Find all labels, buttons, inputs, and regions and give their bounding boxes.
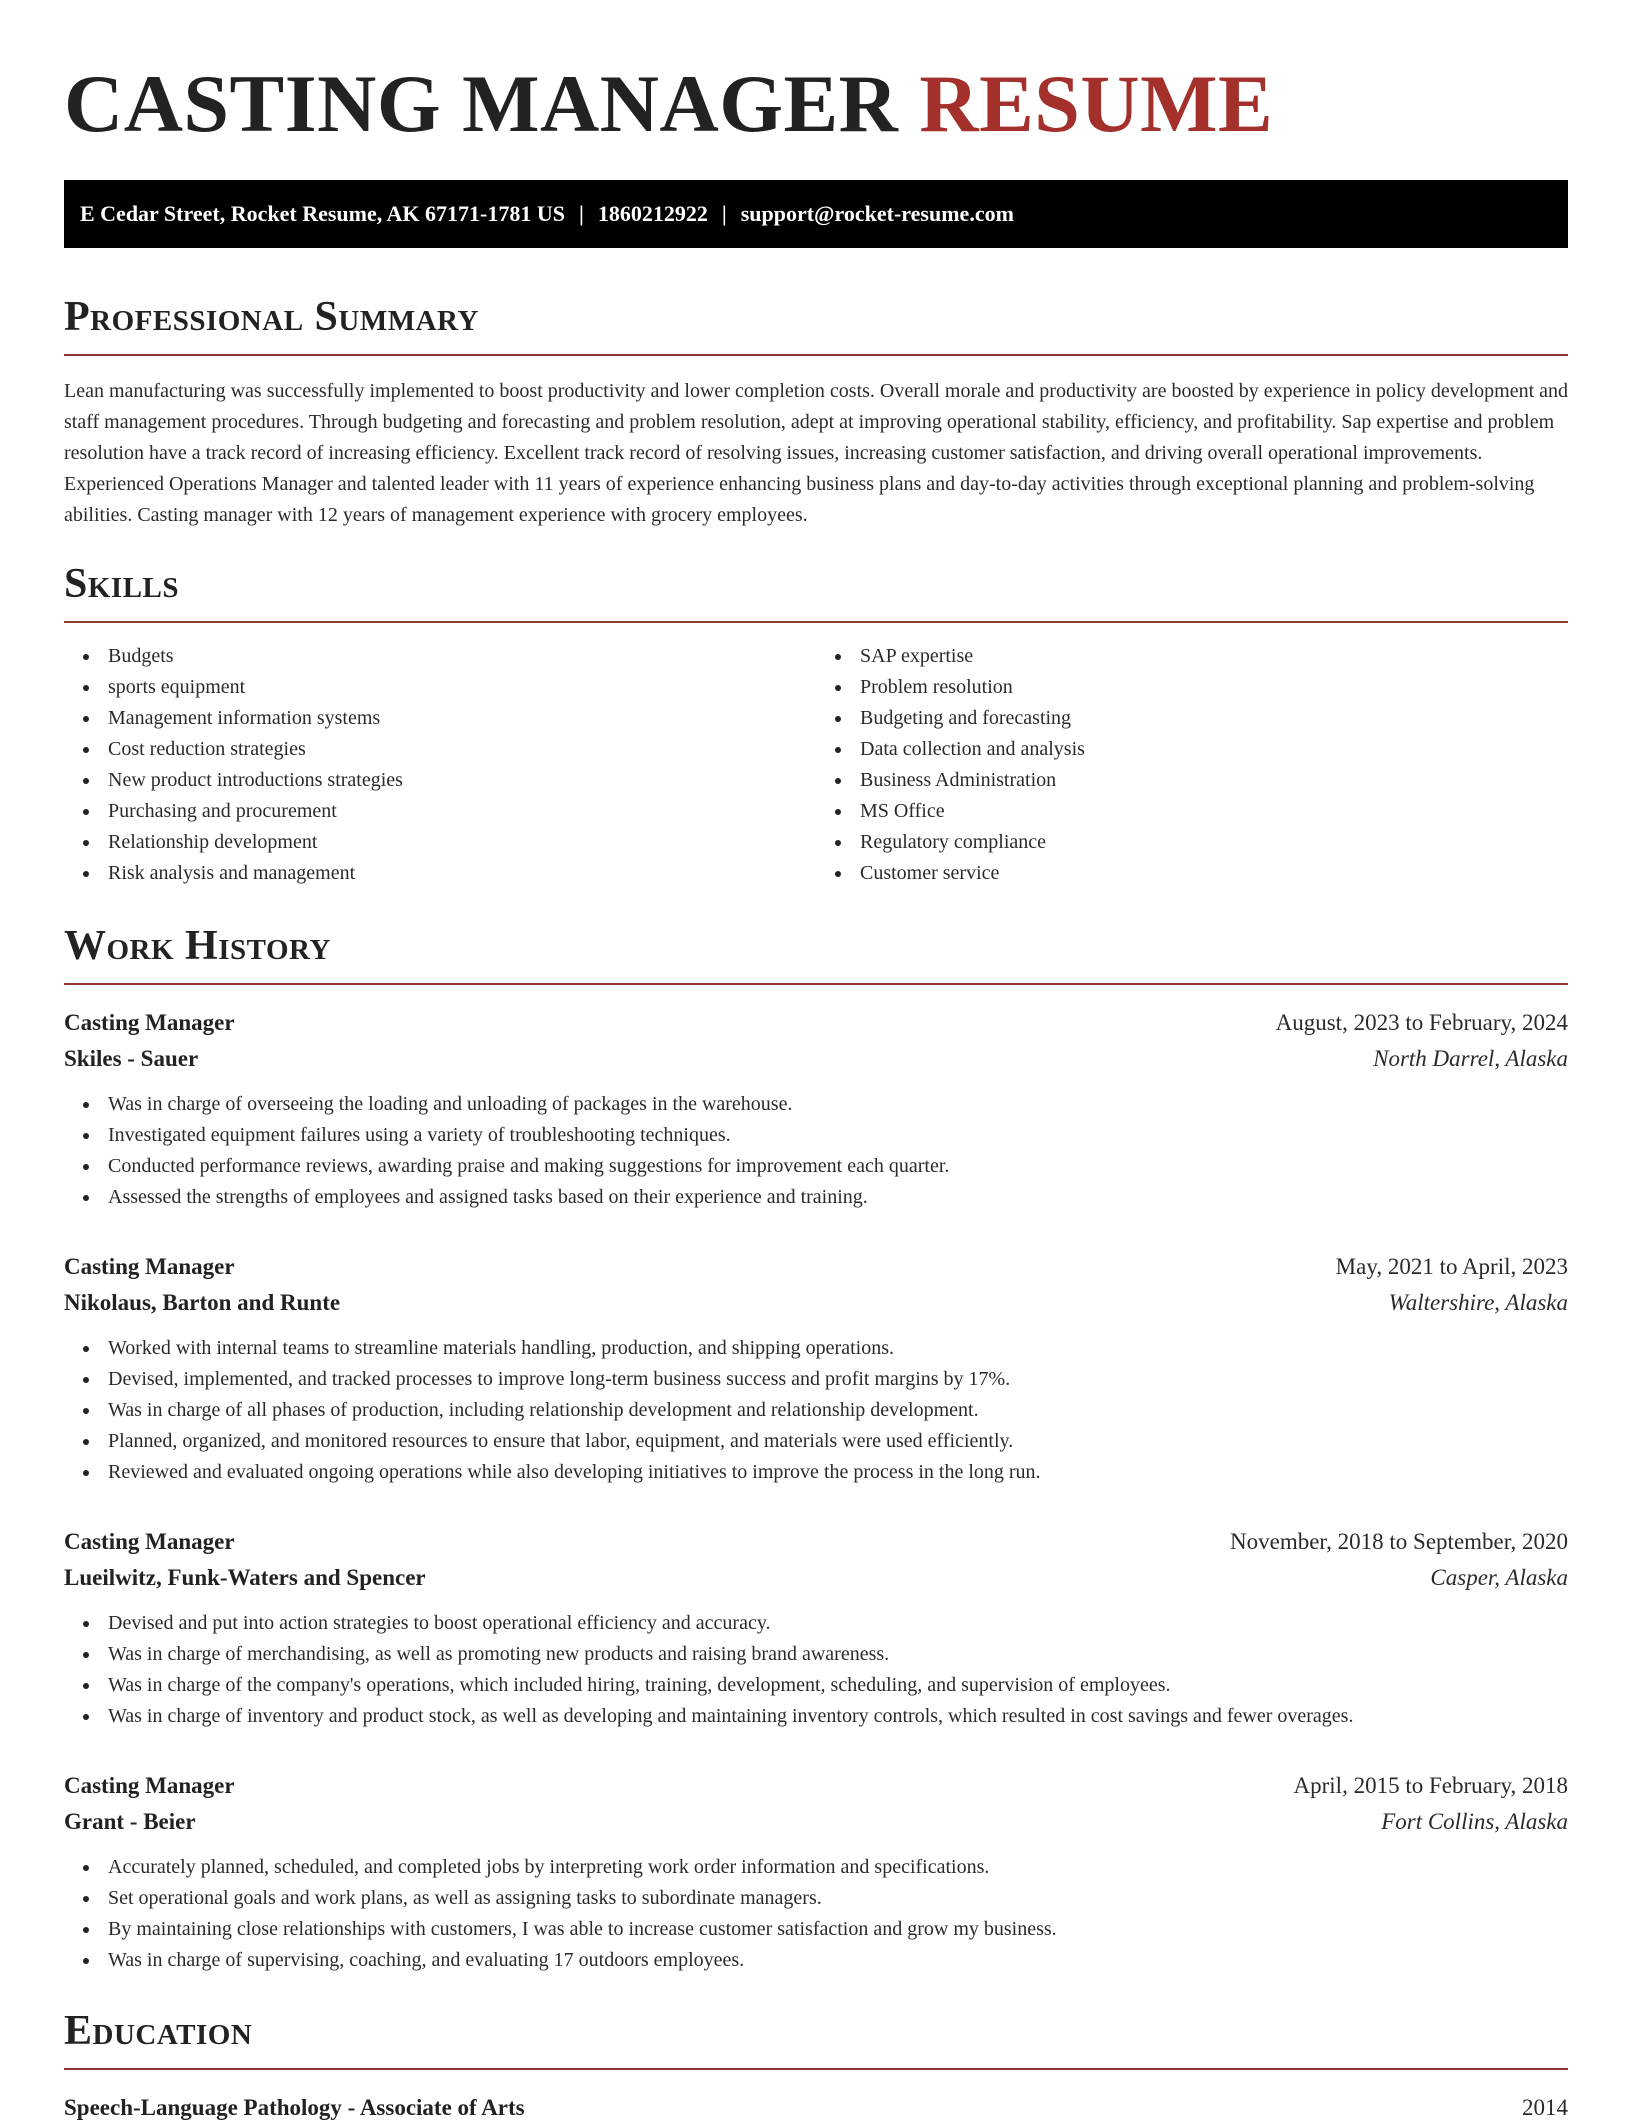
work-history-section <box>64 921 1568 1976</box>
job-entry <box>64 1005 1568 1213</box>
summary-text: Lean manufacturing was successfully implemented to boost productivity and lower completion costs. Overall morale and productivity are boosted by experience in policy development and staff management procedures. Through budgeting and forecasting and problem resolution, adept at improving operational stability, efficiency, and profitability. Sap expertise and problem resolution have a track record of increasing efficiency. Excellent track record of resolving issues, increasing customer satisfaction, and driving overall operational improvements. Experienced Operations Manager and talented leader with 11 years of experience enhancing business plans and day-to-day activities through exceptional planning and problem-solving abilities. Casting manager with 12 years of management experience with grocery employees. <box>64 380 1569 526</box>
job-header-row <box>64 1005 1568 1041</box>
section-divider <box>64 354 1568 356</box>
skill-item: SAP expertise <box>860 641 1568 672</box>
job-duties-list <box>64 1608 1568 1732</box>
job-duty-item: Set operational goals and work plans, as well as assigning tasks to subordinate managers. <box>108 1883 1568 1914</box>
resume-title <box>64 0 1568 152</box>
section-divider <box>64 983 1568 985</box>
job-title: Casting Manager <box>64 1254 235 1279</box>
job-duty-item: Was in charge of overseeing the loading and unloading of packages in the warehouse. <box>108 1089 1568 1120</box>
job-title: Casting Manager <box>64 1529 235 1554</box>
section-heading: Professional Summary <box>64 294 479 340</box>
job-duty-item: Assessed the strengths of employees and assigned tasks based on their experience and training. <box>108 1182 1568 1213</box>
job-dates: May, 2021 to April, 2023 <box>1335 1254 1568 1279</box>
job-header-row <box>64 1768 1568 1804</box>
contact-phone: 1860212922 <box>597 201 708 226</box>
contact-bar <box>64 180 1568 248</box>
education-degree: Speech-Language Pathology - Associate of Arts <box>64 2095 525 2120</box>
education-list <box>64 2090 1568 2126</box>
job-duty-item: Reviewed and evaluated ongoing operations while also developing initiatives to improve the process in the long run. <box>108 1457 1568 1488</box>
job-duty-item: By maintaining close relationships with customers, I was able to increase customer satisfaction and grow my business. <box>108 1914 1568 1945</box>
contact-separator: | <box>578 201 584 226</box>
job-duties-list <box>64 1333 1568 1488</box>
skills-list-right <box>816 641 1568 889</box>
job-company-row <box>64 1804 1568 1840</box>
job-duties-list <box>64 1089 1568 1213</box>
job-duty-item: Was in charge of inventory and product stock, as well as developing and maintaining inventory controls, which resulted in cost savings and fewer overages. <box>108 1701 1568 1732</box>
job-title: Casting Manager <box>64 1010 235 1035</box>
section-heading: Education <box>64 2008 253 2054</box>
skill-item: Business Administration <box>860 765 1568 796</box>
skill-item: Management information systems <box>108 703 816 734</box>
job-duty-item: Was in charge of merchandising, as well as promoting new products and raising brand awareness. <box>108 1639 1568 1670</box>
education-entry <box>64 2090 1568 2126</box>
skills-grid <box>64 641 1568 889</box>
section-heading: Work History <box>64 923 331 969</box>
job-company-row <box>64 1560 1568 1596</box>
job-entry <box>64 1249 1568 1488</box>
skill-item: Data collection and analysis <box>860 734 1568 765</box>
skill-item: sports equipment <box>108 672 816 703</box>
skill-item: New product introductions strategies <box>108 765 816 796</box>
job-duty-item: Worked with internal teams to streamline materials handling, production, and shipping operations. <box>108 1333 1568 1364</box>
skill-item: Regulatory compliance <box>860 827 1568 858</box>
job-dates: August, 2023 to February, 2024 <box>1275 1010 1568 1035</box>
job-duty-item: Was in charge of the company's operations, which included hiring, training, development, scheduling, and supervision of employees. <box>108 1670 1568 1701</box>
job-duty-item: Conducted performance reviews, awarding praise and making suggestions for improvement each quarter. <box>108 1151 1568 1182</box>
section-heading: Skills <box>64 561 180 607</box>
title-main: CASTING MANAGER <box>64 58 899 149</box>
job-duties-list <box>64 1852 1568 1976</box>
education-section <box>64 2006 1568 2126</box>
education-year: 2014 <box>1522 2095 1568 2120</box>
job-duty-item: Was in charge of all phases of production, including relationship development and relationship development. <box>108 1395 1568 1426</box>
skill-item: Cost reduction strategies <box>108 734 816 765</box>
job-entry <box>64 1524 1568 1732</box>
skill-item: MS Office <box>860 796 1568 827</box>
resume-page <box>64 0 1568 2126</box>
contact-address: E Cedar Street, Rocket Resume, AK 67171-1781 US <box>80 201 565 226</box>
skill-item: Relationship development <box>108 827 816 858</box>
skill-item: Budgeting and forecasting <box>860 703 1568 734</box>
job-duty-item: Devised and put into action strategies to boost operational efficiency and accuracy. <box>108 1608 1568 1639</box>
job-duty-item: Was in charge of supervising, coaching, and evaluating 17 outdoors employees. <box>108 1945 1568 1976</box>
job-entry <box>64 1768 1568 1976</box>
job-company: Nikolaus, Barton and Runte <box>64 1290 341 1315</box>
job-header-row <box>64 1524 1568 1560</box>
skills-section <box>64 559 1568 889</box>
skill-item: Risk analysis and management <box>108 858 816 889</box>
job-location: Waltershire, Alaska <box>1388 1290 1568 1315</box>
title-accent: RESUME <box>919 58 1274 149</box>
job-header-row <box>64 1249 1568 1285</box>
skill-item: Budgets <box>108 641 816 672</box>
summary-section <box>64 292 1568 531</box>
job-company-row <box>64 1041 1568 1077</box>
contact-separator: | <box>721 201 727 226</box>
job-location: Casper, Alaska <box>1430 1565 1568 1590</box>
job-dates: November, 2018 to September, 2020 <box>1230 1529 1568 1554</box>
job-location: North Darrel, Alaska <box>1373 1046 1568 1071</box>
skill-item: Customer service <box>860 858 1568 889</box>
skill-item: Problem resolution <box>860 672 1568 703</box>
job-dates: April, 2015 to February, 2018 <box>1293 1773 1568 1798</box>
job-list <box>64 1005 1568 1976</box>
job-company: Skiles - Sauer <box>64 1046 199 1071</box>
job-duty-item: Planned, organized, and monitored resources to ensure that labor, equipment, and materials were used efficiently. <box>108 1426 1568 1457</box>
job-duty-item: Devised, implemented, and tracked processes to improve long-term business success and profit margins by 17%. <box>108 1364 1568 1395</box>
section-divider <box>64 2068 1568 2070</box>
job-location: Fort Collins, Alaska <box>1381 1809 1568 1834</box>
job-company: Grant - Beier <box>64 1809 196 1834</box>
job-title: Casting Manager <box>64 1773 235 1798</box>
job-duty-item: Accurately planned, scheduled, and completed jobs by interpreting work order information and specifications. <box>108 1852 1568 1883</box>
contact-email: support@rocket-resume.com <box>740 201 1014 226</box>
skills-list-left <box>64 641 816 889</box>
skill-item: Purchasing and procurement <box>108 796 816 827</box>
job-company: Lueilwitz, Funk-Waters and Spencer <box>64 1565 426 1590</box>
job-company-row <box>64 1285 1568 1321</box>
job-duty-item: Investigated equipment failures using a variety of troubleshooting techniques. <box>108 1120 1568 1151</box>
section-divider <box>64 621 1568 623</box>
